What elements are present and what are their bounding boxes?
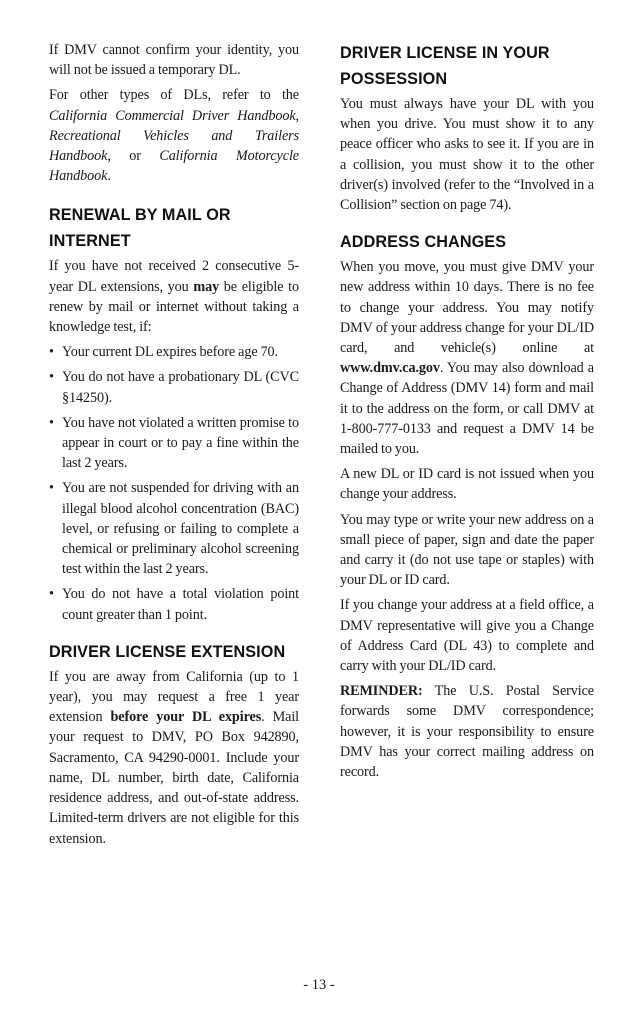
list-item: • You have not violated a written promise to appear in court or to pay a fine within the last 2 years. (49, 413, 299, 474)
dmv-website-link[interactable]: www.dmv.ca.gov (340, 360, 440, 377)
renewal-intro: If you have not received 2 consecutive 5-year DL extensions, you may be eligible to renew by mail or internet without taking a knowledge test, if: (49, 258, 299, 336)
list-item: • Your current DL expires before age 70. (49, 342, 299, 362)
commercial-handbook-title: California Commercial Driver Handbook (49, 107, 296, 124)
other-handbooks-paragraph: For other types of DLs, refer to the California Commercial Driver Handbook, Recreational Vehicles and Trailers Handbook, or California Motorcycle Handbook. (49, 87, 299, 185)
identity-paragraph: If DMV cannot confirm your identity, you will not be issued a temporary DL. (49, 42, 299, 79)
renewal-heading: RENEWAL BY MAIL OR INTERNET (49, 206, 231, 251)
possession-paragraph: You must always have your DL with you when you drive. You must show it to any peace officer who asks to see it. If you are in a collision, you must show it to the other driver(s) involved (refer to the “Involved in a Collision” section on page 74). (340, 96, 594, 214)
field-office-paragraph: If you change your address at a field office, a DMV representative will give you a Change of Address Card (DL 43) to complete and carry with your DL/ID card. (340, 597, 594, 675)
address-paragraph: When you move, you must give DMV your new address within 10 days. There is no fee to change your address. You may notify DMV of your address change for your DL/ID card, and vehicle(s) online at www.dmv.ca.gov. You may also download a Change of Address (DMV 14) form and mail it to the address on the form, or call DMV at 1-800-777-0133 and request a DMV 14 be mailed to you. (340, 259, 594, 458)
reminder-label: REMINDER: (340, 683, 423, 700)
no-new-card-paragraph: A new DL or ID card is not issued when you change your address. (340, 466, 594, 503)
page-number: - 13 - (303, 977, 335, 993)
address-heading: ADDRESS CHANGES (340, 233, 507, 252)
renewal-conditions-list (49, 342, 299, 625)
write-address-paragraph: You may type or write your new address on a small piece of paper, sign and date the paper and carry it (do not use tape or staples) with your DL or ID card. (340, 511, 594, 589)
extension-heading: DRIVER LICENSE EXTENSION (49, 642, 286, 661)
left-column (49, 40, 299, 854)
rv-handbook-title: Recreational Vehicles and Trailers Handbook (49, 127, 299, 165)
extension-paragraph: If you are away from California (up to 1 year), you may request a free 1 year extension before your DL expires. Mail your request to DMV, PO Box 942890, Sacramento, CA 94290-0001. Include your name, DL number, birth date, California residence address, and out-of-state address. Limited-term drivers are not eligible for this extension. (49, 668, 300, 847)
reminder-paragraph: REMINDER: The U.S. Postal Service forwards some DMV correspondence; however, it is your responsibility to ensure DMV has your correct mailing address on record. (340, 683, 594, 781)
list-item: • You do not have a probationary DL (CVC §14250). (49, 367, 299, 407)
right-column (340, 40, 594, 787)
motorcycle-handbook-title: California Motorcycle Handbook (49, 148, 299, 185)
list-item: • You are not suspended for driving with an illegal blood alcohol concentration (BAC) level, or refusing or failing to complete a chemical or preliminary alcohol screening test within the last 2 years. (49, 478, 299, 579)
possession-heading: DRIVER LICENSE IN YOUR POSSESSION (340, 44, 550, 88)
list-item: • You do not have a total violation point count greater than 1 point. (49, 584, 299, 624)
